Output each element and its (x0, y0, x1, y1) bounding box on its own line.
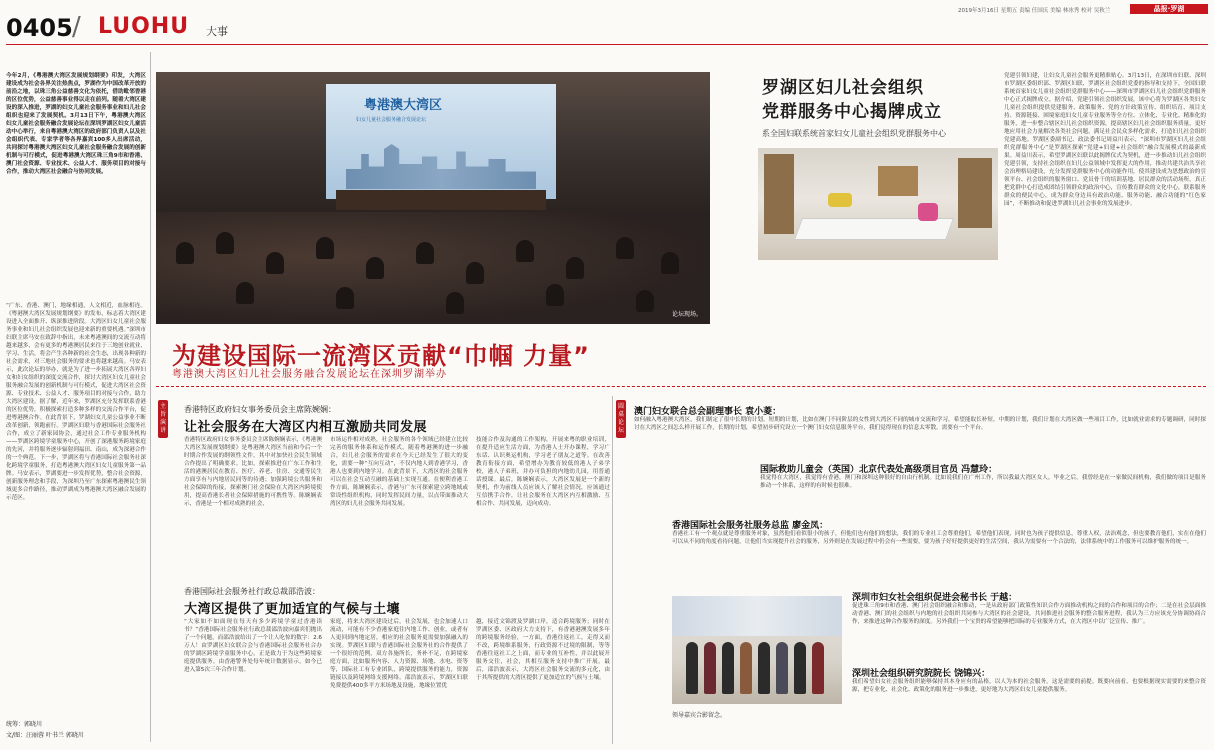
writer-credit: 文/图：汪丽蓉 叶书兰 郭晓川 (6, 732, 84, 739)
roundtable-text-1: 如何融入粤港澳大湾区，我们制定了很中长期的计划。短期的计划，比如在澳门不同阶层的女性到大湾区不同的城市交流和学习，希望能取长补短。中期的计划，我们计划在大湾区做一些项目工作，比如就业需求的专题调研，同时探讨在大湾区之间怎么样开展工作，长期的计划，希望初步研究设立一个澳门妇女信息服务平台，我们觉得现在的信息太零散，需要有一个平台。 (634, 417, 1206, 431)
speech2-col2: 家庭，将来大湾区建设过后，社会发展，也会加速人口流动，可能有不少香港家庭往内地工作、创业，或者有人更回到内地定居，相应的社会服务更需要加强融入的实现。罗湖区妇联与香港国际社会服务社的合作提供了一个很好的范例，双方各施所长，务补不足，在跨境家庭方面，比如服务内容、人力资源、场地、水电、资等等，国际社工有专业团队，跨境提供服务的能力，资源链接以及跨境网络支援网络。邵浩波表示，罗湖区妇联免费提供400多平方米场地及设施，地缘位置优 (330, 619, 468, 689)
editor-credit: 统筹：郭晓川 (6, 721, 43, 728)
roundtable-text-4: 促进珠三角9市和香港、澳门社会组织融合和推动，一是从政府部门政策性知识合作方面推动机构之间的合作和项目的合作；二是在社会层面推动香港、澳门的社会组织与内地的社会组织共同参与大湾区的社会建设，共同推进社会服务的整合服务进程，我认为三方应该充分协调协商合作，来推进这种合作服务的深度。另外我们一个宝贵的希望能够把国际的专业服务方式，在大湾区中以广泛宣传、推广。 (852, 603, 1206, 625)
stage-desk (336, 190, 546, 210)
right-article-body: 党建引领妇建，让妇女儿童社会服务更精准贴心。3月13日，在深圳市妇联、深圳市罗湖区委组织部、罗湖区妇联、罗湖区社会组织党委的指导和支持下，全国妇联系统首家妇女儿童社会组织党群服务中心——深圳市罗湖区妇儿社会组织党群服务中心正式揭牌成立。据介绍，党建引领社会组织发展，该中心将为罗湖区各类妇女儿童社会组织提供党建服务、政策服务、党的方针政策宣传、组织培育、项目支持、资源链接、困境家庭妇女儿童专业服务等全方位、立体化、专业化、精准化的服务，进一步整合辖区妇儿社会组织资源，提高辖区妇儿社会组织服务质量，更好地应用社会力量解决各类社会问题，满足社会民众多样化需求，打造妇儿社会组织党建高地。罗湖区委副书记、政法委书记周益川表示，“深圳市罗湖区妇儿社会组织党群服务中心”是罗湖区探索“党建+妇建+社会组织”融合发展模式的最新成果。周益川表示，希望罗湖区妇联以此揭牌仪式为契机，进一步推动妇儿社会组织党建引领，支持社会组织在妇儿公益领域中发挥更大的作用，推动共建共治共享社会治理格局建设，充分发挥党群服务中心的功能作用，使其建设成为思想政治的引领平台、社会组织的服务窗口、党员骨干的培训基地、居民群众的活动场所，真正把党群中心打造成团结引领群众的政治中心，宣传教育群众的文化中心，联系服务群众的便民中心，成为群众身边具有政治功能、服务功能、融合功能的“红色家园”，不断推动和促进罗湖妇儿社会事业的发展进步。 (1004, 73, 1206, 207)
right-title-line1: 罗湖区妇儿社会组织 (762, 78, 924, 98)
forum-photo-caption: 论坛现场。 (671, 311, 702, 318)
speech2-col3: 越，接近文锦渡及罗湖口岸，适合跨境服务；同时在罗湖区委、区政府大力支持下，有香港港澳发展多年的跨境服务经验，一方面，香港往返社工，走得又而不改，跨境维系服务，行政资源不过境的限制，等等香港往返社工之上面，而专业的互补性，并以此展开服务交往，社会，其相互服务支持中推广开展。最后，邵浩波表示，大湾区社会服务交流的多元化，由于其所提供的大湾区提供了更加适宜的气候与土壤。 (476, 619, 610, 681)
header-divider: / (72, 12, 81, 42)
section-tag-keynote: 主旨演讲 (158, 400, 168, 438)
section-name-cn: 大事 (206, 25, 228, 38)
intro-paragraph: 今年2月，《粤港澳大湾区发展规划纲要》印发，大湾区建设成为社会各界关注热焦点，罗湖作为中国改革开放的前沿之地，以珠三角公益慈善文化为依托，借助毗邻香港的区位优势，公益慈善事业得以走在前列。随着大湾区建设的深入推进，罗湖的妇女儿童社会服务事业和妇儿社会组织也迎来了发展契机。3月13日下午，粤港澳大湾区妇女儿童社会服务融合发展论坛在深圳罗湖区妇女儿童活动中心举行，来自粤港澳大湾区的政府部门负责人以及社会组织代表、专家学者等各界嘉宾100多人出席活动，共同探讨粤港澳大湾区妇女儿童社会服务融合发展的创新机制与可行模式，促进粤港澳大湾区珠三角9市和香港、澳门社会资源、专业技术、公益人才、服务项目的对接与合作，推动大湾区社会融合与协同发展。 (6, 73, 146, 175)
roundtable-speaker-3: 香港国际社会服务社服务总监 廖金凤： (672, 521, 829, 531)
speech1-col3: 技能合作及沟通的工作架构，开展来粤的职业培训，在提升适应生活方面，为香港人士开办课程，学习广东话、认识奥运机构，学习老子朋友之道等。在改善教育衔接方面，希望增办为教育较低的港人子弟学校，港人子弟班，并办可负担的内地幼儿园，用普通话授课。最后，陈婉娴表示，大湾区发展是一个新的契机，作为前线人员应该人了解社会情况，应该通过互信携手合作，让社会服务在大湾区内互相激励、互相合作、共同发展，迈向成功。 (476, 437, 610, 507)
right-article-subtitle: 系全国妇联系统首家妇女儿童社会组织党群服务中心 (762, 129, 946, 138)
speech1-title: 让社会服务在大湾区内相互激励共同发展 (184, 420, 428, 435)
banner-title: 粤港澳大湾区 (364, 98, 443, 113)
speech1-col1: 香港特区政府妇女事务委员会主席陈婉娴表示，《粤港澳大湾区发展规划纲要》是粤港澳大湾区当前和今后一个时期合作发展的纲领性文件，其中对加快社会民生领域合作提出了明确要求。比如，探索推进在广东工作和生活的港澳居民在教育、医疗、养老、住房、交通等民生方面享有与内地居民同等的待遇；加强跨境公共服务和社会保障的衔接，探索澳门社会保险在大湾区内跨境使用，提高香港长者社会保障措施的可携性等。陈婉娴表示，香港是一个相对成熟的社会， (184, 437, 322, 507)
roundtable-speaker-2: 国际救助儿童会（英国）北京代表处高级项目官员 冯慧玲： (760, 465, 998, 475)
right-article-title (762, 76, 942, 124)
roundtable-text-5: 我们希望妇女社会服务组织能够保持其本身应有的品格，以人为本的社会服务，这是需要的前提。既要向前看，也要根据现实需要的来整合资源，把专业化、社会化、政策化的服务进一步推进，更好地为大湾区妇女儿童提供服务。 (852, 679, 1206, 693)
headline-rule (156, 386, 1206, 387)
column-divider (150, 52, 151, 742)
speech2-col1: “大家如不如面现在每天有多少跨境学童过香港读书？”香港国际社会服务社行政总裁邵浩波向嘉宾们抛出了一个问题，而邵浩波给出了一个让人吃惊的数字：2.6万人！由罗湖区妇女联合会与香港国际社会服务社合办的罗湖区跨境学童服务中心，正是致力于为这些跨境家庭提供服务。由香港警务处每年统计数据显示，如今已进入第5次三年合作计划。 (184, 619, 322, 673)
newspaper-logo: 晶报·罗湖 (1130, 4, 1208, 14)
forum-photo (156, 72, 710, 324)
date-line: 2019年3月16日 星期五 责编 任国庆 美编 林冰秀 校对 吴秋兰 (958, 8, 1111, 14)
speech2-speaker: 香港国际社会服务社行政总裁邵浩波： (184, 587, 320, 596)
speech1-col2: 市场运作相对成熟，社会服务的各个领域已经建立比较完善的服务体系和运作模式。随着粤港澳的进一步融合，妇儿社会服务的需求在今天已经发生了很大的变化，需要一种“互向互动”，不仅内地人到香港学习，香港人也要到内地学习。在此背景下，大湾区的社会服务可以在社会互动互融的基础上实现互通。在便利香港工作方面，陈婉娴表示，香港与广东可探索建立跨地域或常设性组织机构，同时发挥民间力量，以点带面推动大湾区的妇儿社会服务共同发展。 (330, 437, 468, 507)
header-rule (6, 44, 1208, 45)
roundtable-speaker-1: 澳门妇女联合总会副理事长 袁小菱： (634, 407, 782, 417)
speech2-title: 大湾区提供了更加适宜的气候与土壤 (184, 602, 401, 617)
audience (156, 212, 710, 324)
left-body-text: “广东、香港、澳门，地缘相通，人文相近，血脉相连。《粤港澳大湾区发展规划纲要》的发布，标志着大湾区建设进入全面推开、纵深推进阶段。大湾区妇女儿童社会服务事业和妇儿社会组织发展也迎来新的重要机遇。”深圳市妇联主席马安在致辞中指出，未来粤港澳间的交流互动将越来越多，会有更多的粤港澳居民来往于三地创业就业、学习、生活，将会产生各种新的社会生态，出现各种新的社会需求，对三地社会服务的要求也将越来越高。马安表示，此次论坛的举办，就是为了进一步拓展大湾区各界妇女和妇女组织的深度交流合作，探讨大湾区妇女儿童社会服务融合发展的创新机制与可行模式，促进大湾区社会资源、专业技术、公益人才、服务项目的对接与合作，助力大湾区建设。据了解，近年来，罗湖区充分发挥联系香港的区位优势，积极探索打造多种多样的交流合作平台，促进粤港澳合作。在此背景下，罗湖妇女儿童公益事业不断改革创新，领跑前行。罗湖区妇联与香港国际社会服务社合作，成立了新家园协会，通过社会工作专业服务机构——罗湖区跨境学童服务中心，开创了深港服务跨境家庭的先河，并将服务逐步辐射到福田、南山，成为深港合作的一个典范。下一步，罗湖区将与香港国际社会服务社深化跨境学童服务，打造粤港澳大湾区妇女儿童服务第一品牌。马安表示，罗湖要进一步发挥优势，整合社会资源，创新服务理念和手段，为深圳乃至广东探索粤港澳民生领域更多合作路径，推动罗湖成为粤港澳大湾区融合发展的示范区。 (6, 303, 146, 501)
column-divider-2 (612, 396, 613, 744)
page-number: 0405 (6, 14, 73, 42)
stage-banner (326, 84, 556, 199)
group-photo-caption: 领导嘉宾合影留念。 (672, 712, 727, 719)
section-tag-roundtable: 圆桌论坛 (616, 400, 626, 438)
roundtable-speaker-5: 深圳社会组织研究院院长 饶锦兴： (852, 669, 991, 679)
speech1-speaker: 香港特区政府妇女事务委员会主席陈婉娴： (184, 405, 336, 414)
roundtable-text-2: 我觉得在大湾区，我觉得有香港，澳门和深圳这种很好的自由行机制。比如说我们在广州工作，所以我最大湾区女人，毕业之后，我曾经是在一家做民间机构，我们做的项目是服务推动一个体系，这样的有时候也很难。 (760, 475, 1206, 489)
skyline-graphic (346, 139, 536, 189)
group-photo (672, 596, 842, 704)
service-center-photo (758, 148, 998, 260)
right-title-line2: 党群服务中心揭牌成立 (762, 102, 942, 122)
main-subheadline: 粤港澳大湾区妇儿社会服务融合发展论坛在深圳罗湖举办 (172, 369, 447, 380)
banner-subtitle: 妇女儿童社会服务融合发展论坛 (356, 117, 427, 123)
roundtable-speaker-4: 深圳市妇女社会组织促进会秘书长 于越： (852, 593, 1018, 603)
main-headline: 为建设国际一流湾区贡献“巾帼 力量” (172, 342, 590, 370)
roundtable-text-3: 香港社工有一个观点就是尊重服务对象，虽然他们看似很小的孩子，但他们也有他们的想法，我们的专业社工会尊重他们，希望他们表现，同时也为孩子提供信息，尊重人权，法治观念，但也要教育他们，实在在他们可以从不同的角度看待问题，让他们当实现提升社会的服务，另外则是在发展过程中仍会有一些需要，要为孩子好好提供更好的生活空间，我认为需要有一个合法的，法律系统中的工作服务可以维护服务的统一。 (672, 531, 1206, 545)
section-name-en: LUOHU (98, 14, 190, 39)
